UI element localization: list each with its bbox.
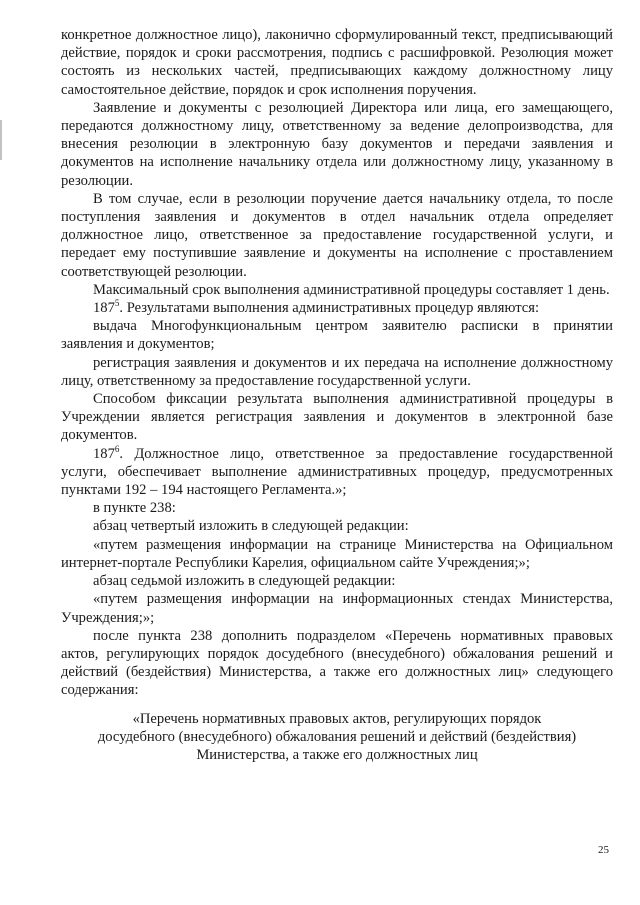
paragraph-text: «путем размещения информации на информационных стендах Министерства, Учреждения;»; <box>61 591 613 626</box>
paragraph <box>61 590 613 626</box>
paragraph <box>61 572 613 590</box>
paragraph-text: «путем размещения информации на странице Министерства на Официальном интернет-портале Республики Карелия, официальном сайте Учреждения;»; <box>61 536 613 571</box>
paragraph-text: конкретное должностное лицо), лаконично сформулированный текст, предписывающий действие, порядок и сроки рассмотрения, подпись с расшифровкой. Резолюция может состоять из нескольких частей, предписывающих каждому должностному лицу самостоятельное действие, порядок и срок исполнения поручения. <box>61 27 613 98</box>
paragraph-text: абзац седьмой изложить в следующей редакции: <box>93 573 396 590</box>
paragraph <box>61 390 613 445</box>
heading-line: «Перечень нормативных правовых актов, регулирующих порядок <box>132 710 542 727</box>
paragraph <box>61 99 613 190</box>
paragraph-text: Способом фиксации результата выполнения административной процедуры в Учреждении является регистрация заявления и документов в электронной базе документов. <box>61 391 613 444</box>
heading-line: досудебного (внесудебного) обжалования решений и действий (бездействия) <box>97 728 577 745</box>
paragraph <box>61 499 613 517</box>
page-number: 25 <box>598 844 609 856</box>
paragraph <box>61 281 613 299</box>
paragraph-text: выдача Многофункциональным центром заявителю расписки в принятии заявления и документов; <box>61 318 613 353</box>
paragraph <box>61 26 613 99</box>
paragraph <box>61 299 613 317</box>
clause-number: 187 <box>93 445 115 462</box>
paragraph-text: Заявление и документы с резолюцией Директора или лица, его замещающего, передаются должностному лицу, ответственному за ведение делопроизводства, для внесения резолюции в электронную базу документов и передачи заявления и документов на исполнение начальнику отдела или должностному лицу, указанному в резолюции. <box>61 99 613 189</box>
clause-number-superscript: 5 <box>114 298 120 309</box>
clause-number: 187 <box>93 300 115 317</box>
paragraph-text: в пункте 238: <box>93 500 176 517</box>
paragraph <box>61 354 613 390</box>
paragraph-text: Максимальный срок выполнения административной процедуры составляет 1 день. <box>93 281 610 298</box>
paragraph <box>61 445 613 500</box>
document-body <box>61 26 613 764</box>
clause-number-superscript: 6 <box>114 443 120 454</box>
scan-edge-mark <box>0 120 2 160</box>
paragraph-text: абзац четвертый изложить в следующей редакции: <box>93 518 409 535</box>
paragraph-text: . Должностное лицо, ответственное за предоставление государственной услуги, обеспечивает выполнение административных процедур, предусмотренных пунктами 192 – 194 настоящего Регламента.»; <box>61 445 613 499</box>
paragraph <box>61 536 613 572</box>
paragraph-text: В том случае, если в резолюции поручение дается начальнику отдела, то после поступления заявления и документов в отдел начальник отдела определяет должностное лицо, ответственное за предоставление государственной услуги, и передает ему поступившие заявление и документы на исполнение с проставлением соответствующей резолюции. <box>61 190 613 280</box>
paragraph-text: после пункта 238 дополнить подразделом «Перечень нормативных правовых актов, регулирующих порядок досудебного (внесудебного) обжалования решений и действий (бездействия) Министерства, а также его должностных лиц» следующего содержания: <box>61 627 613 699</box>
paragraph-text: . Результатами выполнения административных процедур являются: <box>119 300 540 317</box>
paragraph <box>61 517 613 535</box>
heading-line: Министерства, а также его должностных лиц <box>196 746 478 763</box>
paragraph <box>61 190 613 281</box>
subsection-heading <box>61 710 613 765</box>
paragraph <box>61 627 613 700</box>
paragraph <box>61 317 613 353</box>
paragraph-text: регистрация заявления и документов и их передача на исполнение должностному лицу, ответственному за предоставление государственной услуги. <box>61 354 613 389</box>
